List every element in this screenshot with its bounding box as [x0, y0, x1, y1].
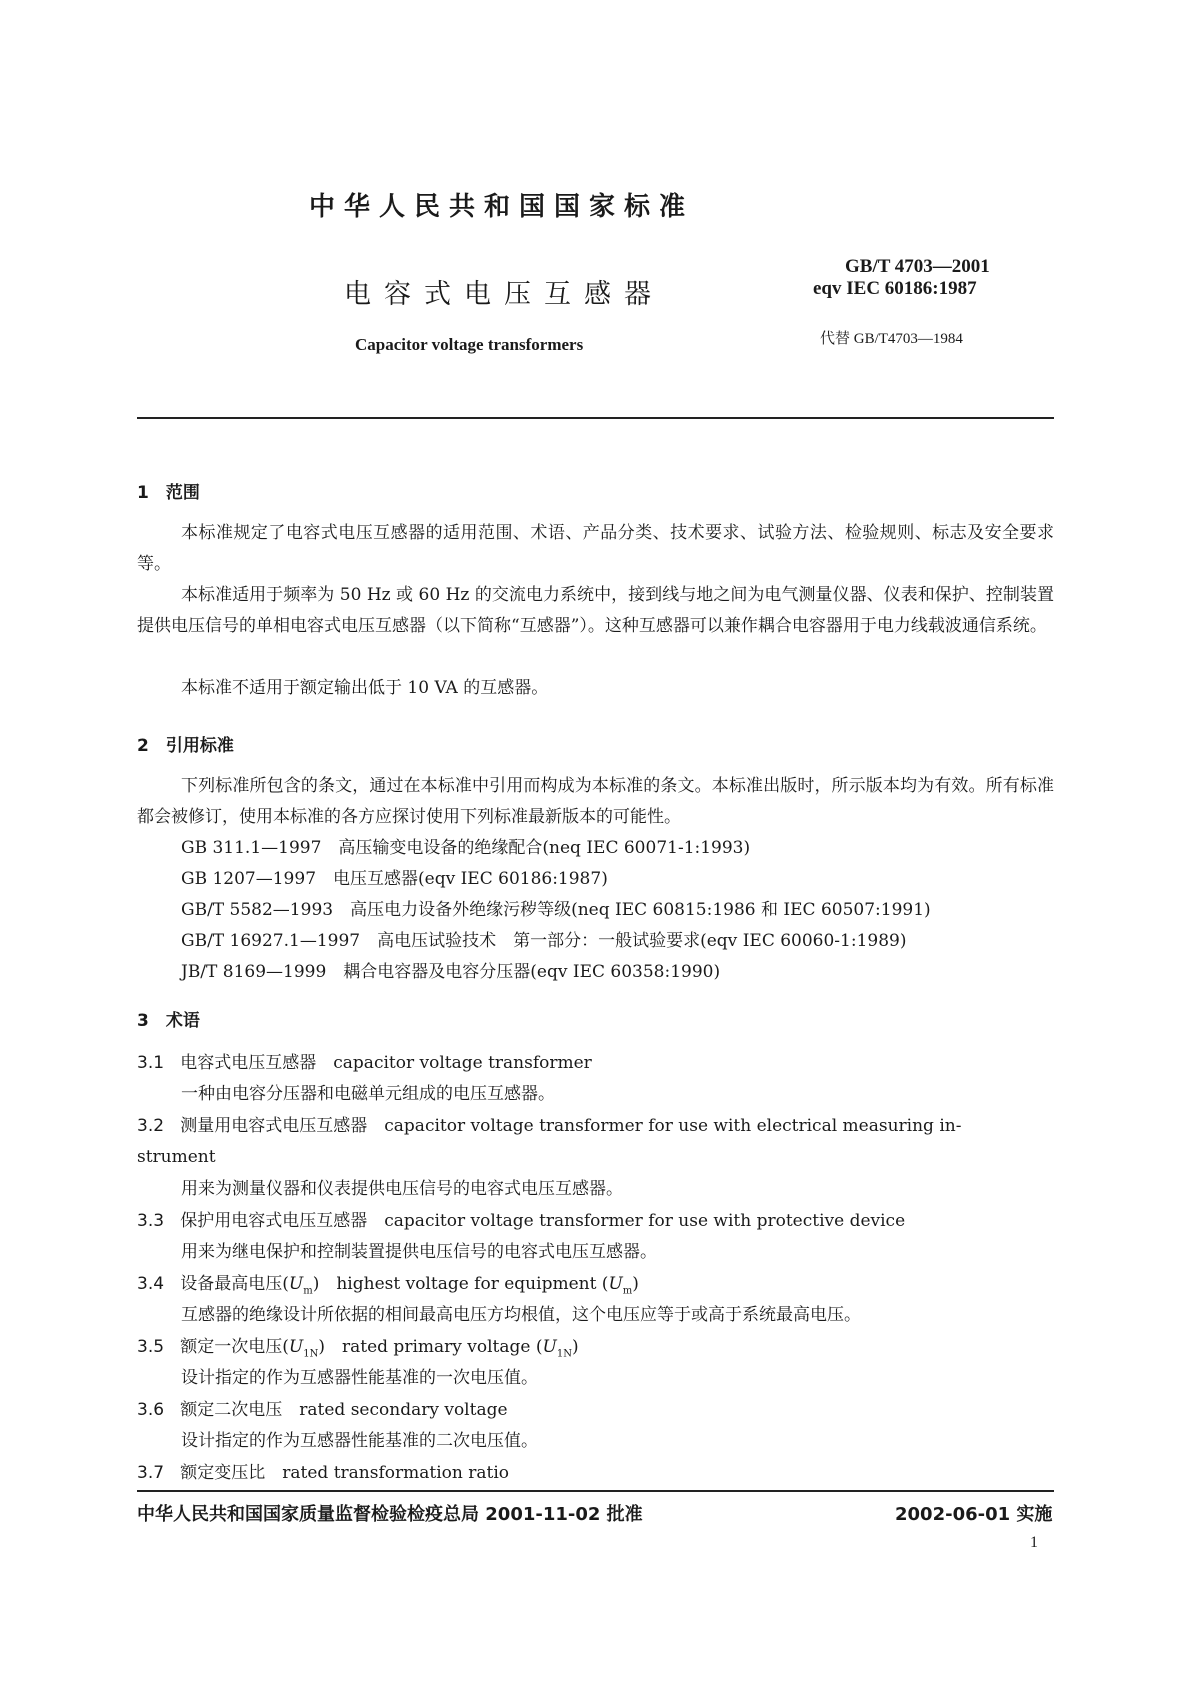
section-1-paragraph-3: 本标准不适用于额定输出低于 10 VA 的互感器。 — [181, 678, 549, 698]
symbol: U — [288, 1337, 304, 1357]
term-title: 电容式电压互感器 capacitor voltage transformer — [180, 1053, 592, 1073]
approval-line: 中华人民共和国国家质量监督检验检疫总局 2001-11-02 批准 — [137, 1504, 643, 1525]
term-number: 3.4 — [137, 1274, 165, 1294]
equivalent-standard: eqv IEC 60186:1987 — [813, 278, 977, 299]
reference-item: JB/T 8169—1999 耦合电容器及电容分压器(eqv IEC 60358:1990) — [181, 962, 721, 982]
term-title-part: ) rated primary voltage ( — [318, 1337, 543, 1357]
replaces-standard: 代替 GB/T4703—1984 — [820, 331, 963, 347]
section-3-heading: 3 术语 — [137, 1011, 200, 1031]
page-number: 1 — [1030, 1534, 1038, 1551]
term-title: 测量用电容式电压互感器 capacitor voltage transformer for use with electrical measuring in- — [180, 1116, 962, 1136]
term-title-part: ) — [571, 1337, 579, 1357]
term-3-4-definition: 互感器的绝缘设计所依据的相间最高电压方均根值，这个电压应等于或高于系统最高电压。 — [181, 1305, 861, 1325]
term-title-part: ) — [632, 1274, 639, 1294]
subscript: 1N — [303, 1348, 319, 1360]
term-3-3 — [137, 1206, 905, 1236]
term-3-2-definition: 用来为测量仪器和仪表提供电压信号的电容式电压互感器。 — [181, 1179, 623, 1199]
reference-item: GB 311.1—1997 高压输变电设备的绝缘配合(neq IEC 60071-1:1993) — [181, 838, 751, 858]
subscript: m — [303, 1285, 313, 1297]
reference-item: GB 1207—1997 电压互感器(eqv IEC 60186:1987) — [181, 869, 608, 889]
reference-item: GB/T 16927.1—1997 高电压试验技术 第一部分：一般试验要求(eqv IEC 60060-1:1989) — [181, 931, 907, 951]
term-title: 保护用电容式电压互感器 capacitor voltage transformer for use with protective device — [180, 1211, 906, 1231]
term-3-6-definition: 设计指定的作为互感器性能基准的二次电压值。 — [181, 1431, 538, 1451]
term-title-part: 设备最高电压( — [180, 1274, 289, 1294]
term-3-2 — [137, 1111, 961, 1141]
section-2-paragraph-1: 下列标准所包含的条文，通过在本标准中引用而构成为本标准的条文。本标准出版时，所示版本均为有效。所有标准都会被修订，使用本标准的各方应探讨使用下列标准最新版本的可能性。 — [137, 776, 1054, 827]
title-chinese: 电容式电压互感器 — [344, 279, 664, 310]
section-1-heading: 1 范围 — [137, 483, 200, 503]
term-number: 3.6 — [137, 1400, 165, 1420]
subscript: m — [622, 1285, 633, 1297]
term-3-1-definition: 一种由电容分压器和电磁单元组成的电压互感器。 — [181, 1084, 555, 1104]
symbol: U — [608, 1274, 623, 1294]
footer-divider — [137, 1490, 1054, 1492]
section-1-paragraph-1: 本标准规定了电容式电压互感器的适用范围、术语、产品分类、技术要求、试验方法、检验规则、标志及安全要求等。 — [137, 523, 1054, 574]
term-3-7 — [137, 1458, 509, 1488]
term-title: 额定二次电压 rated secondary voltage — [180, 1400, 508, 1420]
title-english: Capacitor voltage transformers — [355, 335, 584, 354]
symbol: U — [288, 1274, 304, 1294]
term-number: 3.2 — [137, 1116, 165, 1136]
term-3-5-definition: 设计指定的作为互感器性能基准的一次电压值。 — [181, 1368, 538, 1388]
term-3-3-definition: 用来为继电保护和控制装置提供电压信号的电容式电压互感器。 — [181, 1242, 657, 1262]
standard-number: GB/T 4703—2001 — [845, 256, 990, 277]
term-3-1 — [137, 1048, 592, 1078]
term-number: 3.5 — [137, 1337, 165, 1357]
country-standard-heading: 中华人民共和国国家标准 — [309, 192, 695, 222]
term-title: 额定变压比 rated transformation ratio — [180, 1463, 510, 1483]
term-number: 3.3 — [137, 1211, 165, 1231]
section-1-paragraph-2: 本标准适用于频率为 50 Hz 或 60 Hz 的交流电力系统中，接到线与地之间为电气测量仪器、仪表和保护、控制装置提供电压信号的单相电容式电压互感器（以下简称“互感器”）。这种互感器可以兼作耦合电容器用于电力线载波通信系统。 — [137, 585, 1054, 636]
term-number: 3.1 — [137, 1053, 165, 1073]
term-title-part: 额定一次电压( — [180, 1337, 289, 1357]
effective-date: 2002-06-01 实施 — [895, 1504, 1053, 1525]
reference-item: GB/T 5582—1993 高压电力设备外绝缘污秽等级(neq IEC 60815:1986 和 IEC 60507:1991) — [181, 900, 931, 920]
term-number: 3.7 — [137, 1463, 165, 1483]
term-title-part: ) highest voltage for equipment ( — [312, 1274, 609, 1294]
term-3-6 — [137, 1395, 508, 1425]
symbol: U — [542, 1337, 557, 1357]
section-2-heading: 2 引用标准 — [137, 736, 234, 756]
header-divider — [137, 417, 1054, 419]
subscript: 1N — [556, 1348, 572, 1360]
term-3-2-continued: strument — [137, 1147, 216, 1167]
